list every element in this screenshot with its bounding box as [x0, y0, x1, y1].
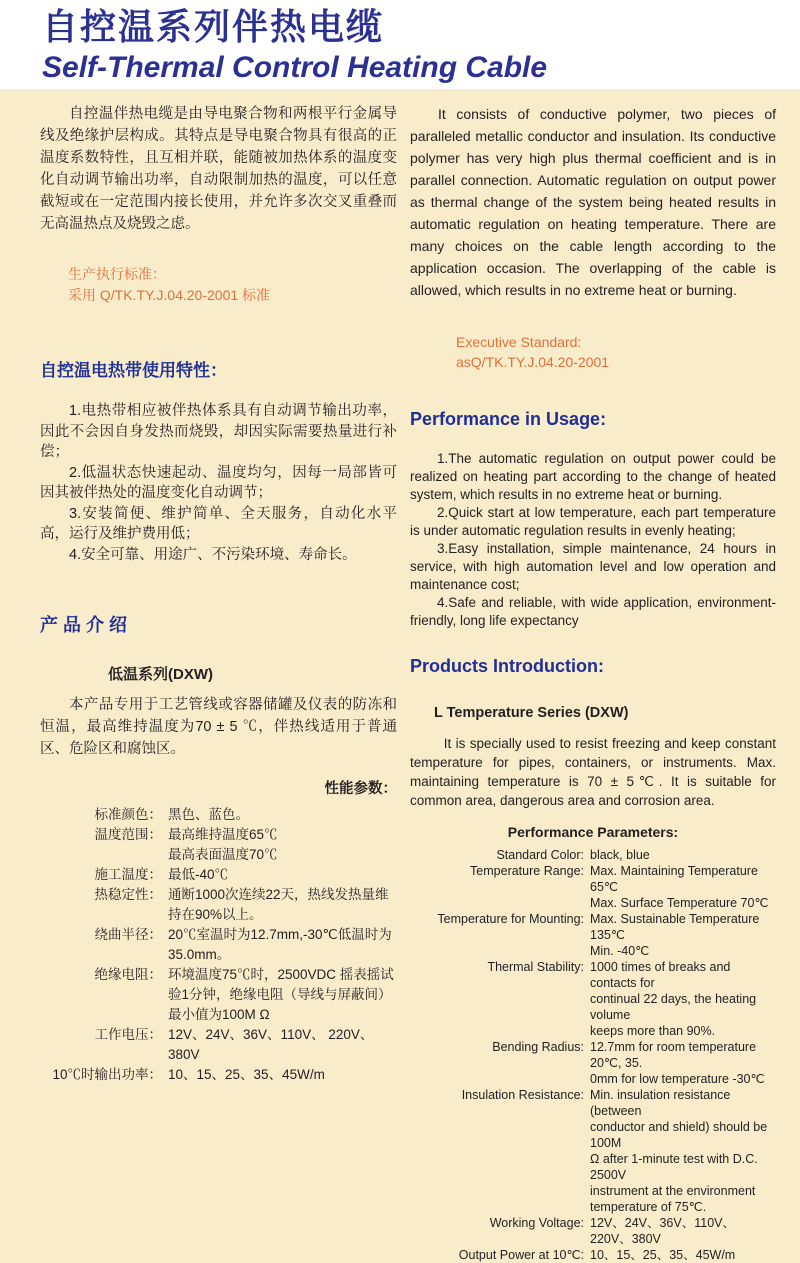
params-table-zh [40, 805, 397, 1085]
param-value: 10、15、25、35、45W/m [590, 1248, 736, 1262]
param-row [410, 959, 776, 1039]
param-row [40, 805, 397, 825]
usage-item: 3.安装简便、维护简单、全天服务，自动化水平高，运行及维护费用低； [40, 505, 397, 542]
chinese-column [40, 103, 397, 1263]
usage-heading-zh: 自控温电热带使用特性： [40, 361, 227, 380]
executive-standard-zh [68, 264, 397, 306]
english-column [410, 103, 776, 1263]
usage-list-en [410, 450, 776, 630]
intro-paragraph-en: It consists of conductive polymer, two pieces of paralleled metallic conductor and insulation. Its conductive polymer has very high plus thermal coefficient and is in parallel connection. Automatic regulation on output power as thermal change of the system being heated results in automatic regulation on heating temperature. There are many choices on the cable length according to the application occasion. The overlapping of the cable is allowed, which results in no extreme heat or burning. [410, 106, 776, 298]
param-label: Temperature for Mounting: [437, 912, 584, 926]
param-row [40, 825, 397, 865]
param-value: 黑色、蓝色。 [168, 807, 249, 822]
standard-value-en: asQ/TK.TY.J.04.20-2001 [456, 354, 610, 370]
param-row [410, 1215, 776, 1247]
param-value: 最高维持温度65℃ 最高表面温度70℃ [168, 827, 278, 862]
page-title-english: Self-Thermal Control Heating Cable [42, 51, 548, 84]
param-row [410, 911, 776, 959]
executive-standard-en [456, 332, 776, 372]
param-row [410, 847, 776, 863]
param-value: black, blue [590, 848, 650, 862]
param-label: Bending Radius: [492, 1040, 584, 1054]
standard-label-en: Executive Standard: [456, 334, 582, 350]
param-row [410, 1087, 776, 1215]
usage-item: 2.低温状态快速起动、温度均匀，因每一局部皆可因其被伴热处的温度变化自动调节； [40, 464, 397, 501]
param-label: 绕曲半径： [94, 927, 162, 942]
usage-list-zh [40, 401, 397, 565]
usage-item: 2.Quick start at low temperature, each part temperature is under automatic regulation results in evenly heating; [410, 505, 776, 538]
param-label: 温度范围： [94, 827, 162, 842]
param-value: 20℃室温时为12.7mm,-30℃低温时为 35.0mm。 [168, 927, 392, 962]
params-heading-zh: 性能参数： [324, 781, 397, 797]
param-value: Min. insulation resistance (between conductor and shield) should be 100M Ω after 1-minute test with D.C. 2500V instrument at the environment temperature of 75℃. [590, 1088, 768, 1214]
param-label: 绝缘电阻： [94, 967, 162, 982]
params-heading-en: Performance Parameters: [507, 824, 679, 840]
param-value: 通断1000次连续22天，热线发热量维 持在90%以上。 [168, 887, 389, 922]
products-heading-en: Products Introduction: [410, 656, 604, 676]
series-title-en: L Temperature Series (DXW) [434, 705, 629, 721]
param-value: 最低-40℃ [168, 867, 229, 882]
usage-item: 3.Easy installation, simple maintenance, 24 hours in service, with high automation level and low operation and maintenance cost; [410, 541, 776, 592]
param-label: Output Power at 10℃: [458, 1248, 584, 1262]
standard-value-zh: 采用 Q/TK.TY.J.04.20-2001 标准 [68, 287, 271, 303]
series-description-zh: 本产品专用于工艺管线或容器储罐及仪表的防冻和恒温，最高维持温度为70 ± 5 ℃，伴热线适用于普通区、危险区和腐蚀区。 [40, 697, 397, 757]
param-row [410, 1247, 776, 1263]
param-label: Insulation Resistance: [461, 1088, 584, 1102]
products-heading-zh: 产 品 介 绍 [40, 615, 128, 635]
usage-item: 4.Safe and reliable, with wide application, environment-friendly, long life expectancy [410, 595, 776, 628]
param-row [40, 925, 397, 965]
page-content [0, 89, 800, 1263]
param-value: 12V、24V、36V、110V、 220V、380V [590, 1216, 735, 1246]
param-label: 工作电压： [94, 1027, 162, 1042]
param-value: 12.7mm for room temperature 20℃, 35. 0mm for low temperature -30℃ [590, 1040, 765, 1086]
param-label: 施工温度： [94, 867, 162, 882]
param-value: Max. Maintaining Temperature 65℃ Max. Surface Temperature 70℃ [590, 864, 769, 910]
param-row [410, 863, 776, 911]
param-label: Thermal Stability: [487, 960, 584, 974]
standard-label-zh: 生产执行标准： [68, 266, 166, 282]
intro-paragraph-zh: 自控温伴热电缆是由导电聚合物和两根平行金属导线及绝缘护层构成。其特点是导电聚合物具有很高的正温度系数特性，且互相并联，能随被加热体系的温度变化自动调节输出功率，自动限制加热的温度，可以任意截短或在一定范围内接长使用，并允许多次交叉重叠而无高温热点及烧毁之虑。 [40, 106, 397, 232]
series-title-zh: 低温系列(DXW) [108, 666, 213, 683]
usage-item: 4.安全可靠、用途广、不污染环境、寿命长。 [69, 546, 357, 563]
param-label: Temperature Range: [470, 864, 584, 878]
usage-item: 1.The automatic regulation on output power could be realized on heating part according to the change of heated system, which results in no extreme heat or burning. [410, 451, 776, 502]
page-header [0, 0, 800, 89]
param-row [40, 885, 397, 925]
series-description-en: It is specially used to resist freezing and keep constant temperature for pipes, containers, or instruments. Max. maintaining temperature is 70 ± 5℃. It is suitable for common area, dangerous area and corrosion area. [410, 736, 776, 808]
param-value: 环境温度75℃时，2500VDC 摇表摇试 验1分钟，绝缘电阻（导线与屏蔽间） 最小值为100M Ω [168, 967, 394, 1022]
param-value: 12V、24V、36V、110V、 220V、380V [168, 1027, 374, 1062]
param-row [40, 865, 397, 885]
params-table-en [410, 847, 776, 1263]
param-label: 热稳定性： [94, 887, 162, 902]
param-value: Max. Sustainable Temperature 135℃ Min. -40℃ [590, 912, 760, 958]
param-label: 标准颜色： [94, 807, 162, 822]
param-label: Standard Color: [496, 848, 584, 862]
param-label: Working Voltage: [489, 1216, 584, 1230]
param-row [40, 965, 397, 1025]
param-value: 1000 times of breaks and contacts for continual 22 days, the heating volume keeps more than 90%. [590, 960, 757, 1038]
param-value: 10、15、25、35、45W/m [168, 1067, 325, 1082]
param-row [40, 1065, 397, 1085]
usage-heading-en: Performance in Usage: [410, 409, 607, 429]
param-label: 10℃时输出功率： [52, 1067, 162, 1082]
page-title-chinese: 自控温系列伴热电缆 [42, 6, 385, 47]
param-row [40, 1025, 397, 1065]
usage-item: 1.电热带相应被伴热体系具有自动调节输出功率，因此不会因自身发热而烧毁，却因实际需要热量进行补偿； [40, 403, 397, 460]
param-row [410, 1039, 776, 1087]
